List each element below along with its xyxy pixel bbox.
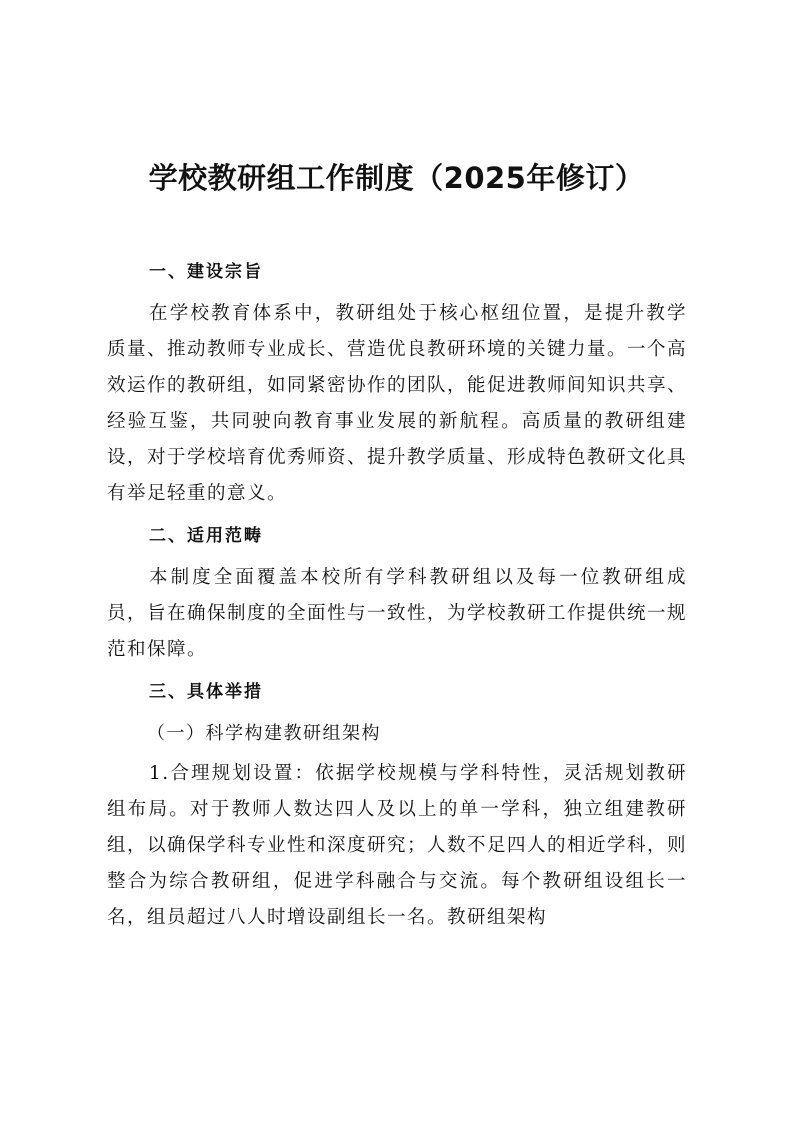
- section-heading-purpose: 一、建设宗旨: [149, 262, 263, 282]
- document-title: 学校教研组工作制度（2025年修订）: [148, 161, 645, 195]
- section-subheading-structure: （一）科学构建教研组架构: [147, 723, 381, 744]
- section-paragraph-purpose: 在学校教育体系中，教研组处于核心枢纽位置，是提升教学质量、推动教师专业成长、营造优良教研环境的关键力量。一个高效运作的教研组，如同紧密协作的团队，能促进教师间知识共享、经验互鉴，共同驶向教育事业发展的新航程。高质量的教研组建设，对于学校培育优秀师资、提升教学质量、形成特色教研文化具有举足轻重的意义。: [107, 303, 688, 504]
- document-body: [107, 248, 687, 936]
- section-heading-measures: 三、具体举措: [149, 682, 263, 702]
- section-paragraph-structure: 1.合理规划设置：依据学校规模与学科特性，灵活规划教研组布局。对于教师人数达四人及以上的单一学科，独立组建教研组，以确保学科专业性和深度研究；人数不足四人的相近学科，则整合为综合教研组，促进学科融合与交流。每个教研组设组长一名，组员超过八人时增设副组长一名。教研组架构: [107, 763, 688, 928]
- section-paragraph-scope: 本制度全面覆盖本校所有学科教研组以及每一位教研组成员，旨在确保制度的全面性与一致性，为学校教研工作提供统一规范和保障。: [107, 567, 688, 660]
- section-heading-scope: 二、适用范畴: [149, 526, 263, 546]
